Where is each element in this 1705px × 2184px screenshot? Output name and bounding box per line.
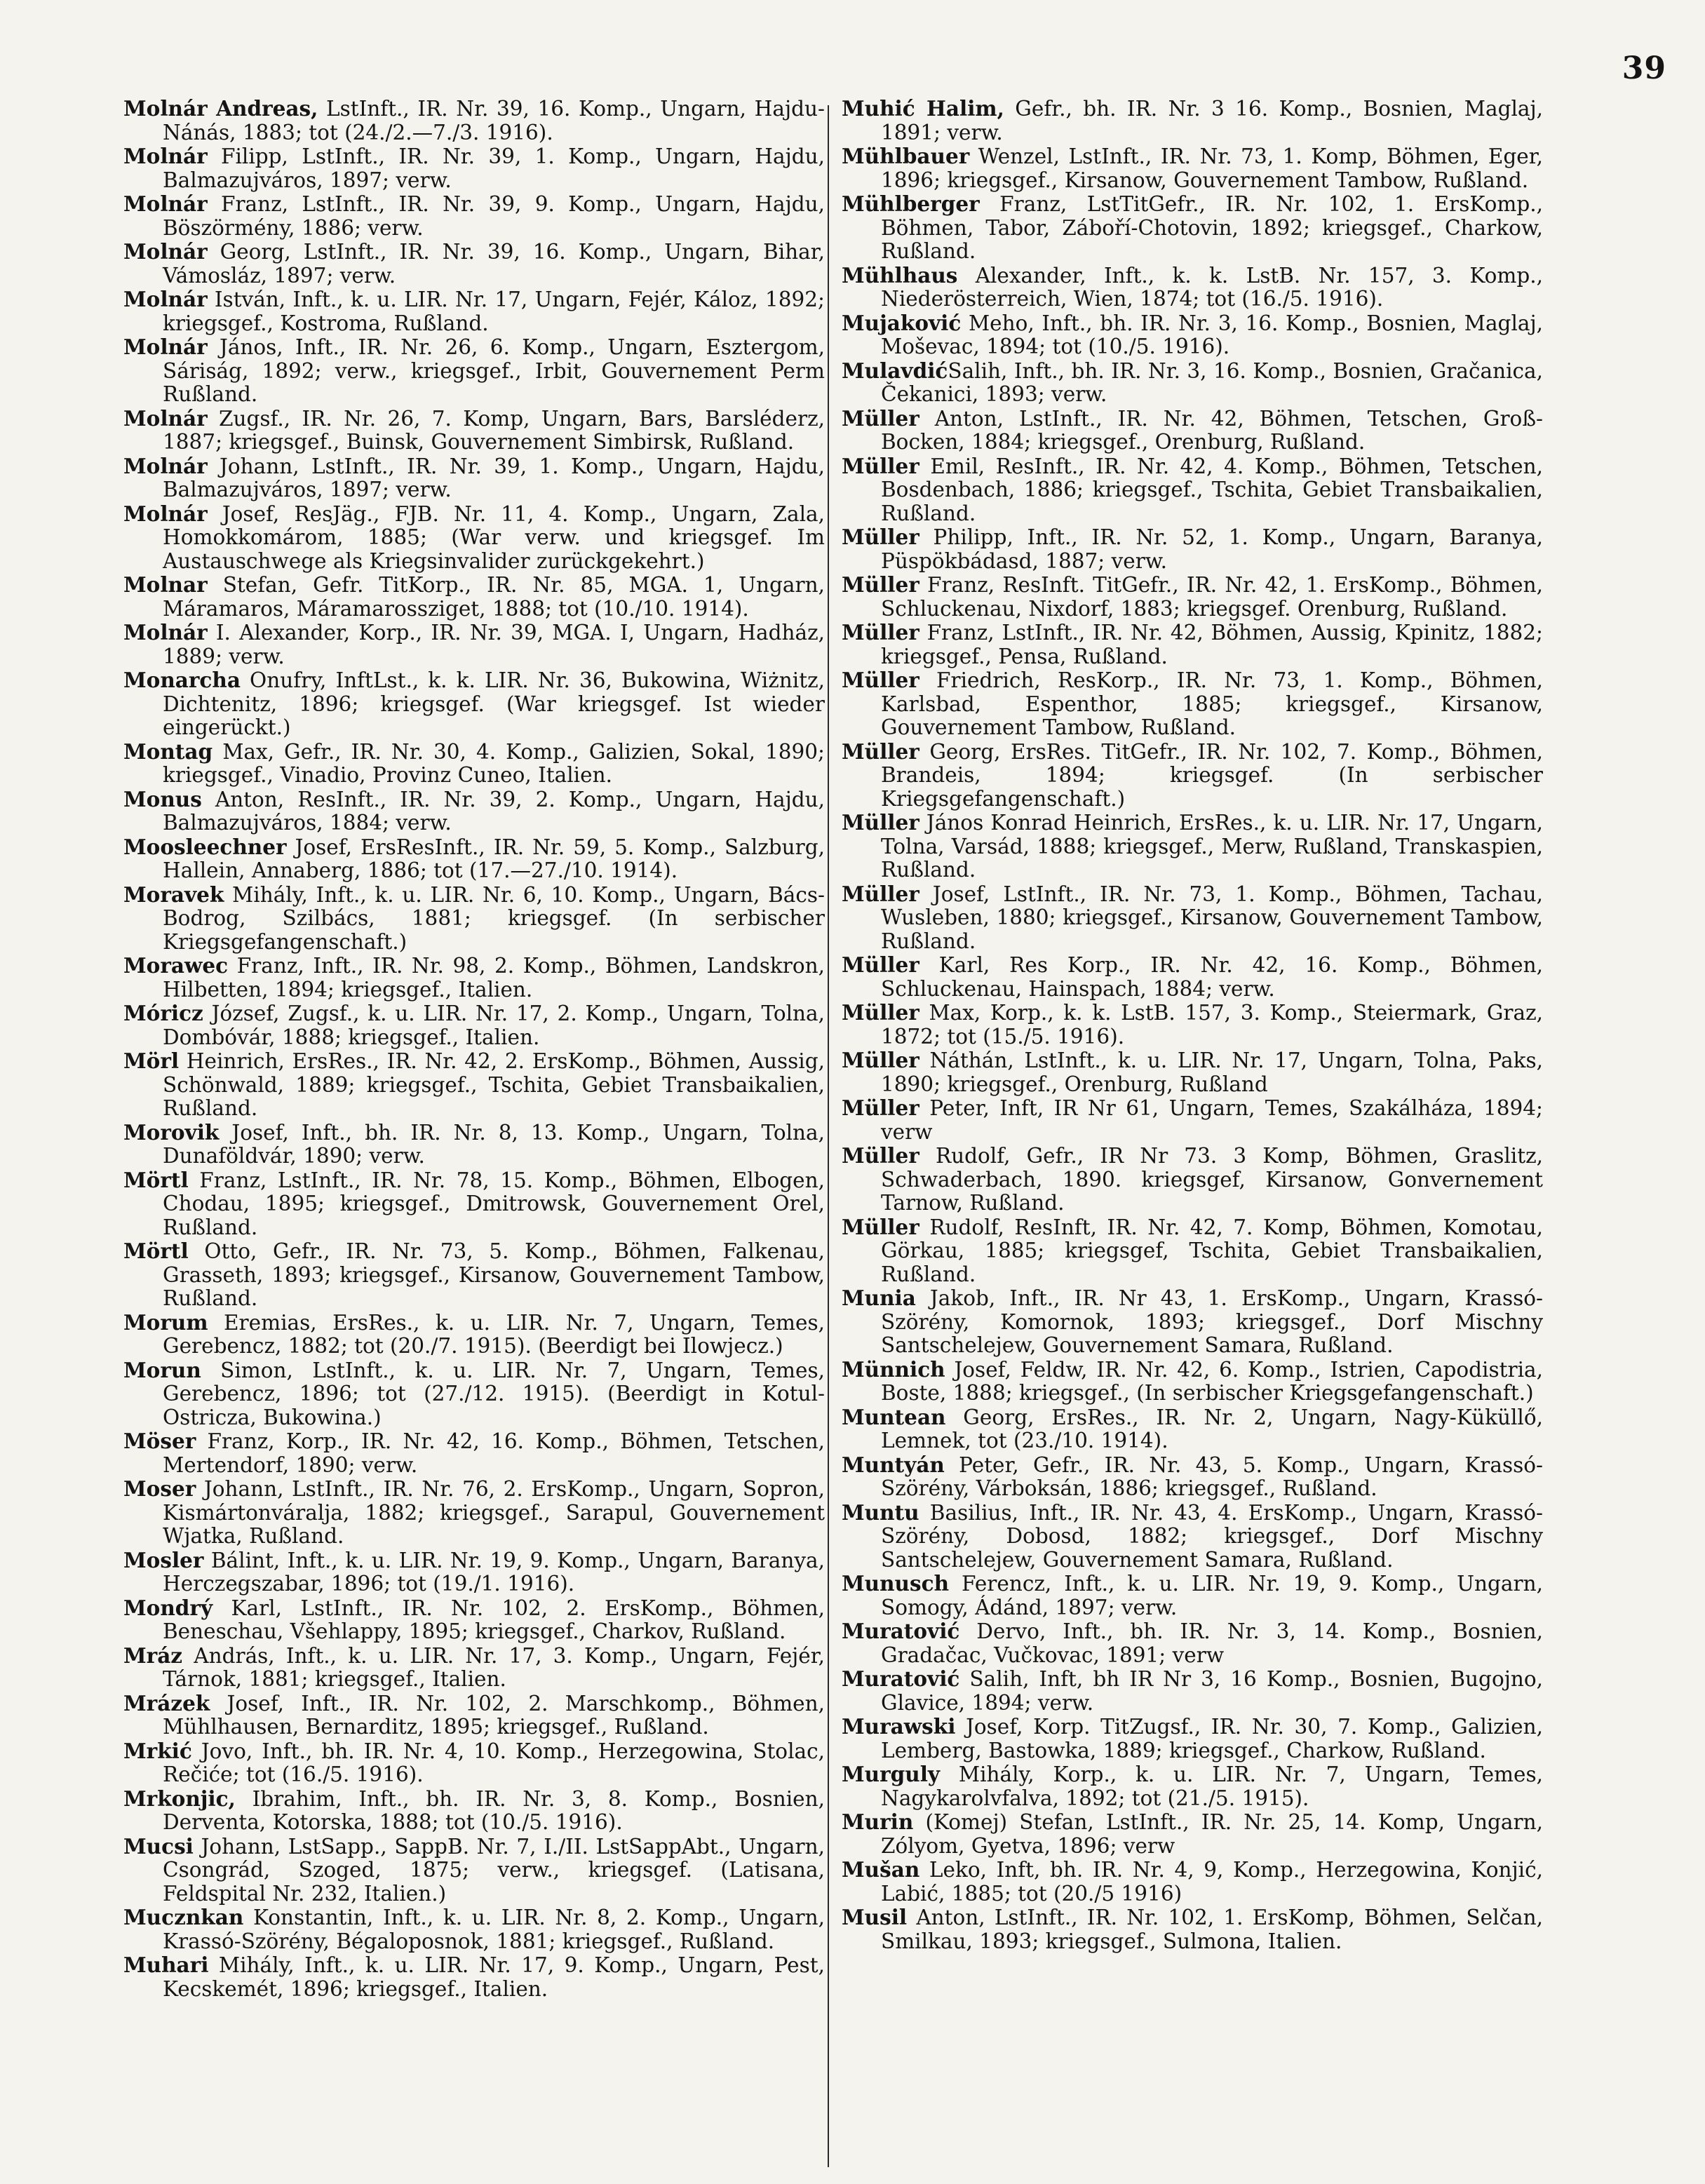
entry-details: Filipp, LstInft., IR. Nr. 39, 1. Komp., Ungarn, Hajdu, Balmazujváros, 1897; verw. [163, 144, 825, 192]
entry-details: Rudolf, Gefr., IR Nr 73. 3 Komp, Böhmen, Graslitz, Schwaderbach, 1890. kriegsgef, Kirsanow, Gonvernement Tarnow, Rußland. [881, 1144, 1543, 1215]
entry-surname: Mondrý [123, 1595, 213, 1620]
register-entry [123, 1168, 825, 1240]
register-entry [842, 573, 1543, 621]
entry-surname: Müller [842, 810, 919, 835]
entry-details: József, Zugsf., k. u. LIR. Nr. 17, 2. Komp., Ungarn, Tolna, Dombóvár, 1888; kriegsgef., Italien. [163, 1002, 825, 1049]
entry-surname: Monarcha [123, 668, 241, 692]
entry-details: Max, Gefr., IR. Nr. 30, 4. Komp., Galizien, Sokal, 1890; kriegsgef., Vinadio, Provinz Cuneo, Italien. [163, 739, 825, 787]
entry-surname: Möser [123, 1429, 196, 1453]
entry-surname: Müller [842, 1000, 919, 1025]
entry-details: Georg, LstInft., IR. Nr. 39, 16. Komp., Ungarn, Bihar, Vámosláz, 1897; verw. [163, 240, 825, 288]
register-entry [842, 311, 1543, 359]
register-entry [842, 1906, 1543, 1953]
register-entry [123, 1596, 825, 1644]
register-entry [123, 1121, 825, 1168]
entry-details: Karl, LstInft., IR. Nr. 102, 2. ErsKomp., Böhmen, Beneschau, Všehlappy, 1895; kriegsgef., Charkov, Rußland. [163, 1596, 825, 1643]
column-divider [828, 105, 829, 2167]
entry-details: Eremias, ErsRes., k. u. LIR. Nr. 7, Ungarn, Temes, Gerebencz, 1882; tot (20./7. 1915). (Beerdigt bei Ilowjecz.) [163, 1310, 825, 1358]
entry-surname: Molnár [123, 191, 208, 216]
entry-details: Josef, Inft., bh. IR. Nr. 8, 13. Komp., Ungarn, Tolna, Dunaföldvár, 1890; verw. [163, 1120, 825, 1168]
entry-surname: Munusch [842, 1571, 950, 1596]
register-entry [123, 335, 825, 407]
entry-surname: Molnár [123, 239, 208, 264]
entry-details: Alexander, Inft., k. k. LstB. Nr. 157, 3. Komp., Niederösterreich, Wien, 1874; tot (16./5. 1916). [881, 263, 1543, 311]
entry-surname: Müller [842, 1214, 919, 1239]
register-entry [123, 1835, 825, 1906]
entry-surname: Mosler [123, 1547, 204, 1572]
entry-surname: Monus [123, 786, 202, 811]
entry-surname: Müller [842, 1048, 919, 1072]
entry-details: Mihály, Inft., k. u. LIR. Nr. 17, 9. Komp., Ungarn, Pest, Kecskemét, 1896; kriegsgef., Italien. [163, 1953, 825, 2001]
register-entry [123, 1049, 825, 1121]
register-entry [842, 1358, 1543, 1406]
entry-details: Emil, ResInft., IR. Nr. 42, 4. Komp., Böhmen, Tetschen, Bosdenbach, 1886; kriegsgef., Tschita, Gebiet Transbaikalien, Rußland. [881, 454, 1543, 525]
entry-details: Wenzel, LstInft., IR. Nr. 73, 1. Komp, Böhmen, Eger, 1896; kriegsgef., Kirsanow, Gouvernement Tambow, Rußland. [881, 144, 1543, 192]
register-entry [842, 407, 1543, 454]
entry-surname: Morawec [123, 953, 229, 978]
entry-details: Franz, Korp., IR. Nr. 42, 16. Komp., Böhmen, Tetschen, Mertendorf, 1890; verw. [163, 1429, 825, 1477]
register-entry [123, 192, 825, 240]
entry-surname: Mühlberger [842, 191, 980, 216]
entry-details: Anton, LstInft., IR. Nr. 42, Böhmen, Tetschen, Groß-Bocken, 1884; kriegsgef., Orenburg, Rußland. [881, 406, 1543, 454]
entry-surname: Müller [842, 881, 919, 906]
entry-details: Johann, LstSapp., SappB. Nr. 7, I./II. LstSappAbt., Ungarn, Csongrád, Szoged, 1875; verw., kriegsgef. (Latisana, Feldspital Nr. 232, Italien.) [163, 1834, 825, 1906]
entry-surname: Müller [842, 1143, 919, 1168]
entry-details: Karl, Res Korp., IR. Nr. 42, 16. Komp., Böhmen, Schluckenau, Hainspach, 1884; verw. [881, 953, 1543, 1001]
entry-details: Ibrahim, Inft., bh. IR. Nr. 3, 8. Komp., Bosnien, Derventa, Kotorska, 1888; tot (10./5. 1916). [163, 1786, 825, 1834]
entry-details: Salih, Inft., bh. IR. Nr. 3, 16. Komp., Bosnien, Gračanica, Čekanici, 1893; verw. [881, 358, 1543, 406]
entry-surname: Molnár [123, 620, 208, 645]
entry-details: Franz, ResInft. TitGefr., IR. Nr. 42, 1. ErsKomp., Böhmen, Schluckenau, Nixdorf, 1883; kriegsgef. Orenburg, Rußland. [881, 573, 1543, 621]
page-number: 39 [1622, 50, 1666, 86]
register-entry [842, 811, 1543, 882]
entry-surname: Mörl [123, 1049, 180, 1073]
entry-surname: Moosleechner [123, 834, 287, 859]
entry-surname: Molnár [123, 335, 208, 359]
right-column [842, 97, 1543, 1953]
entry-details: Philipp, Inft., IR. Nr. 52, 1. Komp., Ungarn, Baranya, Püspökbádasd, 1887; verw. [881, 525, 1543, 573]
register-entry [842, 1215, 1543, 1287]
entry-details: Johann, LstInft., IR. Nr. 76, 2. ErsKomp., Ungarn, Sopron, Kismártonváralja, 1882; kriegsgef., Sarapul, Gouvernement Wjatka, Rußland. [163, 1477, 825, 1548]
entry-surname: Morun [123, 1357, 201, 1382]
register-entry [842, 1501, 1543, 1572]
entry-details: Georg, ErsRes. TitGefr., IR. Nr. 102, 7. Komp., Böhmen, Brandeis, 1894; kriegsgef. (In serbischer Kriegsgefangenschaft.) [881, 739, 1543, 811]
entry-details: Gefr., bh. IR. Nr. 3 16. Komp., Bosnien, Maglaj, 1891; verw. [881, 97, 1543, 144]
register-entry [123, 1906, 825, 1953]
entry-details: Franz, LstTitGefr., IR. Nr. 102, 1. ErsKomp., Böhmen, Tabor, Záboří-Chotovin, 1892; kriegsgef., Charkow, Rußland. [881, 192, 1543, 263]
register-entry [123, 1002, 825, 1049]
register-entry [842, 1406, 1543, 1453]
entry-details: Salih, Inft, bh IR Nr 3, 16 Komp., Bosnien, Bugojno, Glavice, 1894; verw. [881, 1667, 1543, 1715]
register-entry [123, 1429, 825, 1477]
entry-surname: Mráz [123, 1643, 183, 1668]
register-entry [842, 1858, 1543, 1906]
register-entry [123, 1239, 825, 1311]
register-entry [842, 454, 1543, 526]
entry-details: János, Inft., IR. Nr. 26, 6. Komp., Ungarn, Esztergom, Sáriság, 1892; verw., kriegsgef., Irbit, Gouvernement Perm Rußland. [163, 335, 825, 406]
register-entry [842, 1453, 1543, 1501]
entry-details: Heinrich, ErsRes., IR. Nr. 42, 2. ErsKomp., Böhmen, Aussig, Schönwald, 1889; kriegsgef., Tschita, Gebiet Transbaikalien, Rußland. [163, 1049, 825, 1120]
register-entry [123, 621, 825, 668]
entry-details: I. Alexander, Korp., IR. Nr. 39, MGA. I, Ungarn, Hadház, 1889; verw. [163, 621, 825, 668]
entry-surname: Murin [842, 1809, 914, 1834]
entry-surname: Mujaković [842, 310, 962, 335]
register-entry [123, 144, 825, 192]
entry-surname: Mrkić [123, 1738, 192, 1763]
register-entry [123, 407, 825, 454]
entry-surname: Mucznkan [123, 1905, 244, 1929]
register-entry [123, 240, 825, 288]
entry-details: Josef, ResJäg., FJB. Nr. 11, 4. Komp., Ungarn, Zala, Homokkomárom, 1885; (War verw. und kriegsgef. Im Austauschwege als Kriegsinvalider zurückgekehrt.) [163, 501, 825, 573]
register-entry [123, 1359, 825, 1430]
register-entry [123, 1644, 825, 1692]
entry-details: Ferencz, Inft., k. u. LIR. Nr. 19, 9. Komp., Ungarn, Somogy, Ádánd, 1897; verw. [881, 1572, 1543, 1619]
entry-details: Anton, LstInft., IR. Nr. 102, 1. ErsKomp, Böhmen, Selčan, Smilkau, 1893; kriegsgef., Sulmona, Italien. [881, 1906, 1543, 1953]
entry-details: András, Inft., k. u. LIR. Nr. 17, 3. Komp., Ungarn, Fejér, Tárnok, 1881; kriegsgef., Italien. [163, 1643, 825, 1691]
entry-surname: Murawski [842, 1714, 956, 1739]
entry-surname: Moravek [123, 882, 224, 907]
entry-details: Peter, Gefr., IR. Nr. 43, 5. Komp., Ungarn, Krassó-Szörény, Várboksán, 1886; kriegsgef., Rußland. [881, 1452, 1543, 1500]
register-entry [842, 1286, 1543, 1358]
register-entry [123, 454, 825, 502]
entry-surname: Mrkonjic, [123, 1786, 236, 1811]
entry-details: Otto, Gefr., IR. Nr. 73, 5. Komp., Böhmen, Falkenau, Grasseth, 1893; kriegsgef., Kirsanow, Gouvernement Tambow, Rußland. [163, 1239, 825, 1310]
entry-surname: Molnár [123, 501, 208, 526]
entry-surname: Moser [123, 1476, 196, 1501]
entry-surname: Müller [842, 952, 919, 977]
entry-surname: Mrázek [123, 1690, 210, 1715]
register-entry [842, 1049, 1543, 1096]
entry-details: Jakob, Inft., IR. Nr 43, 1. ErsKomp., Ungarn, Krassó-Szörény, Komornok, 1893; kriegsgef., Dorf Mischny Santschelejew, Gouvernement Samara, Rußland. [881, 1286, 1543, 1357]
entry-details: Josef, Korp. TitZugsf., IR. Nr. 30, 7. Komp., Galizien, Lemberg, Bastowka, 1889; kriegsgef., Charkow, Rußland. [881, 1715, 1543, 1762]
register-entry [123, 1477, 825, 1549]
entry-details: Franz, LstInft., IR. Nr. 78, 15. Komp., Böhmen, Elbogen, Chodau, 1895; kriegsgef., Dmitrowsk, Gouvernement Orel, Rußland. [163, 1168, 825, 1239]
register-entry [123, 1787, 825, 1835]
entry-surname: Molnár Andreas, [123, 96, 318, 121]
register-entry [842, 668, 1543, 740]
entry-surname: Müller [842, 572, 919, 597]
entry-surname: Muntu [842, 1499, 919, 1525]
entry-surname: Müller [842, 525, 919, 549]
entry-surname: Molnar [123, 572, 208, 597]
entry-surname: Muhari [123, 1953, 209, 1977]
entry-surname: Molnár [123, 144, 208, 168]
register-entry [123, 502, 825, 574]
entry-details: LstInft., IR. Nr. 39, 16. Komp., Ungarn, Hajdu-Nánás, 1883; tot (24./2.—7./3. 1916). [163, 97, 825, 144]
entry-surname: Müller [842, 405, 919, 431]
entry-details: Josef, LstInft., IR. Nr. 73, 1. Komp., Böhmen, Tachau, Wusleben, 1880; kriegsgef., Kirsanow, Gouvernement Tambow, Rußland. [881, 882, 1543, 953]
register-entry [123, 1739, 825, 1787]
entry-surname: Munia [842, 1286, 916, 1310]
entry-surname: Müller [842, 668, 919, 692]
entry-surname: Mörtl [123, 1167, 189, 1192]
entry-surname: Montag [123, 739, 213, 764]
register-entry [123, 788, 825, 835]
register-entry [842, 525, 1543, 573]
register-entry [842, 1715, 1543, 1762]
entry-details: Johann, LstInft., IR. Nr. 39, 1. Komp., Ungarn, Hajdu, Balmazujváros, 1897; verw. [163, 454, 825, 501]
entry-details: Josef, Inft., IR. Nr. 102, 2. Marschkomp., Böhmen, Mühlhausen, Bernarditz, 1895; kriegsgef., Rußland. [163, 1691, 825, 1739]
entry-surname: Muratović [842, 1666, 960, 1691]
register-entry [123, 1953, 825, 2001]
register-entry [123, 1311, 825, 1359]
entry-details: Konstantin, Inft., k. u. LIR. Nr. 8, 2. Komp., Ungarn, Krassó-Szörény, Bégaloposnok, 1881; kriegsgef., Rußland. [163, 1906, 825, 1953]
register-entry [842, 740, 1543, 811]
entry-details: (Komej) Stefan, LstInft., IR. Nr. 25, 14. Komp, Ungarn, Zólyom, Gyetva, 1896; verw [881, 1810, 1543, 1858]
entry-details: Bálint, Inft., k. u. LIR. Nr. 19, 9. Komp., Ungarn, Baranya, Herczegszabar, 1896; tot (19./1. 1916). [163, 1548, 825, 1596]
register-entry [123, 954, 825, 1002]
left-column [123, 97, 825, 2001]
register-entry [842, 1667, 1543, 1715]
entry-details: Franz, LstInft., IR. Nr. 42, Böhmen, Aussig, Kpinitz, 1882; kriegsgef., Pensa, Rußland. [881, 621, 1543, 668]
register-entry [123, 573, 825, 621]
entry-details: Josef, ErsResInft., IR. Nr. 59, 5. Komp., Salzburg, Hallein, Annaberg, 1886; tot (17.—27./10. 1914). [163, 835, 825, 882]
entry-surname: Móricz [123, 1001, 203, 1025]
entry-details: Franz, LstInft., IR. Nr. 39, 9. Komp., Ungarn, Hajdu, Böszörmény, 1886; verw. [163, 192, 825, 240]
entry-details: Mihály, Korp., k. u. LIR. Nr. 7, Ungarn, Temes, Nagykarolvfalva, 1892; tot (21./5. 1915). [881, 1762, 1543, 1810]
entry-details: Rudolf, ResInft, IR. Nr. 42, 7. Komp, Böhmen, Komotau, Görkau, 1885; kriegsgef, Tschita, Gebiet Transbaikalien, Rußland. [881, 1215, 1543, 1286]
entry-details: Basilius, Inft., IR. Nr. 43, 4. ErsKomp., Ungarn, Krassó-Szörény, Dobosd, 1882; kriegsgef., Dorf Mischny Santschelejew, Gouvernement Samara, Rußland. [881, 1500, 1543, 1572]
entry-details: István, Inft., k. u. LIR. Nr. 17, Ungarn, Fejér, Káloz, 1892; kriegsgef., Kostroma, Rußland. [163, 288, 825, 335]
entry-details: Georg, ErsRes., IR. Nr. 2, Ungarn, Nagy-Küküllő, Lemnek, tot (23./10. 1914). [881, 1405, 1543, 1452]
register-entry [842, 1572, 1543, 1619]
entry-surname: Molnár [123, 405, 208, 431]
entry-surname: Mühlhaus [842, 262, 958, 288]
entry-surname: Münnich [842, 1356, 945, 1382]
entry-surname: Molnár [123, 453, 208, 478]
entry-surname: Musil [842, 1905, 908, 1929]
register-entry [123, 740, 825, 788]
register-entry [842, 1144, 1543, 1215]
entry-surname: Mušan [842, 1857, 920, 1882]
entry-details: Leko, Inft, bh. IR. Nr. 4, 9, Komp., Herzegowina, Konjić, Labić, 1885; tot (20./5 1916) [881, 1858, 1543, 1906]
entry-surname: Molnár [123, 287, 208, 311]
register-entry [842, 1762, 1543, 1810]
entry-details: Zugsf., IR. Nr. 26, 7. Komp, Ungarn, Bars, Barsléderz, 1887; kriegsgef., Buinsk, Gouvernement Simbirsk, Rußland. [163, 406, 825, 454]
entry-details: Stefan, Gefr. TitKorp., IR. Nr. 85, MGA. 1, Ungarn, Máramaros, Máramarossziget, 1888; tot (10./10. 1914). [163, 573, 825, 621]
entry-details: Franz, Inft., IR. Nr. 98, 2. Komp., Böhmen, Landskron, Hilbetten, 1894; kriegsgef., Italien. [163, 954, 825, 1002]
entry-surname: Morovik [123, 1119, 220, 1145]
entry-details: Peter, Inft, IR Nr 61, Ungarn, Temes, Szakálháza, 1894; verw [881, 1096, 1543, 1144]
entry-surname: Muratović [842, 1619, 960, 1643]
entry-surname: Muhić Halim, [842, 96, 1004, 121]
register-entry [842, 264, 1543, 311]
entry-surname: Muntean [842, 1404, 946, 1429]
entry-details: Onufry, InftLst., k. k. LIR. Nr. 36, Bukowina, Wiżnitz, Dichtenitz, 1896; kriegsgef. (War kriegsgef. Ist wieder eingerückt.) [163, 668, 825, 739]
entry-surname: Müller [842, 739, 919, 764]
entry-surname: Müller [842, 620, 919, 645]
register-entry [123, 1692, 825, 1739]
register-entry [123, 668, 825, 740]
register-entry [123, 97, 825, 144]
entry-surname: Müller [842, 1096, 919, 1120]
entry-surname: Mörtl [123, 1239, 189, 1263]
register-entry [842, 882, 1543, 954]
register-entry [123, 288, 825, 335]
entry-details: Mihály, Inft., k. u. LIR. Nr. 6, 10. Komp., Ungarn, Bács-Bodrog, Szilbács, 1881; kriegsgef. (In serbischer Kriegsgefangenschaft.) [163, 882, 825, 954]
entry-surname: Mucsi [123, 1833, 194, 1859]
register-entry [842, 97, 1543, 144]
entry-surname: Muntyán [842, 1452, 945, 1477]
entry-details: Meho, Inft., bh. IR. Nr. 3, 16. Komp., Bosnien, Maglaj, Moševac, 1894; tot (10./5. 1916). [881, 311, 1543, 358]
entry-details: Josef, Feldw, IR. Nr. 42, 6. Komp., Istrien, Capodistria, Boste, 1888; kriegsgef., (In serbischer Kriegsgefangenschaft.) [881, 1357, 1543, 1405]
register-entry [842, 621, 1543, 668]
entry-details: Anton, ResInft., IR. Nr. 39, 2. Komp., Ungarn, Hajdu, Balmazujváros, 1884; verw. [163, 787, 825, 835]
entry-surname: Mulavdić [842, 358, 948, 383]
entry-details: Dervo, Inft., bh. IR. Nr. 3, 14. Komp., Bosnien, Gradačac, Vučkovac, 1891; verw [881, 1619, 1543, 1667]
register-entry [123, 835, 825, 883]
entry-details: Max, Korp., k. k. LstB. 157, 3. Komp., Steiermark, Graz, 1872; tot (15./5. 1916). [881, 1001, 1543, 1049]
entry-surname: Morum [123, 1309, 208, 1335]
register-entry [842, 1096, 1543, 1144]
register-entry [842, 1619, 1543, 1667]
register-entry [123, 1549, 825, 1596]
register-entry [842, 144, 1543, 192]
entry-surname: Murguly [842, 1762, 941, 1786]
entry-surname: Mühlbauer [842, 144, 970, 168]
entry-details: Simon, LstInft., k. u. LIR. Nr. 7, Ungarn, Temes, Gerebencz, 1896; tot (27./12. 1915). (Beerdigt in Kotul-Ostricza, Bukowina.) [163, 1358, 825, 1429]
entry-details: János Konrad Heinrich, ErsRes., k. u. LIR. Nr. 17, Ungarn, Tolna, Varsád, 1888; kriegsgef., Merw, Rußland, Transkaspien, Rußland. [881, 811, 1543, 882]
entry-surname: Müller [842, 453, 919, 478]
register-entry [842, 192, 1543, 264]
register-entry [842, 1810, 1543, 1858]
register-entry [842, 953, 1543, 1001]
entry-details: Jovo, Inft., bh. IR. Nr. 4, 10. Komp., Herzegowina, Stolac, Rečiće; tot (16./5. 1916). [163, 1739, 825, 1786]
register-entry [123, 883, 825, 955]
register-entry [842, 359, 1543, 407]
entry-details: Friedrich, ResKorp., IR. Nr. 73, 1. Komp., Böhmen, Karlsbad, Espenthor, 1885; kriegsgef., Kirsanow, Gouvernement Tambow, Rußland. [881, 668, 1543, 739]
register-entry [842, 1001, 1543, 1049]
entry-details: Náthán, LstInft., k. u. LIR. Nr. 17, Ungarn, Tolna, Paks, 1890; kriegsgef., Orenburg, Rußland [881, 1049, 1543, 1096]
